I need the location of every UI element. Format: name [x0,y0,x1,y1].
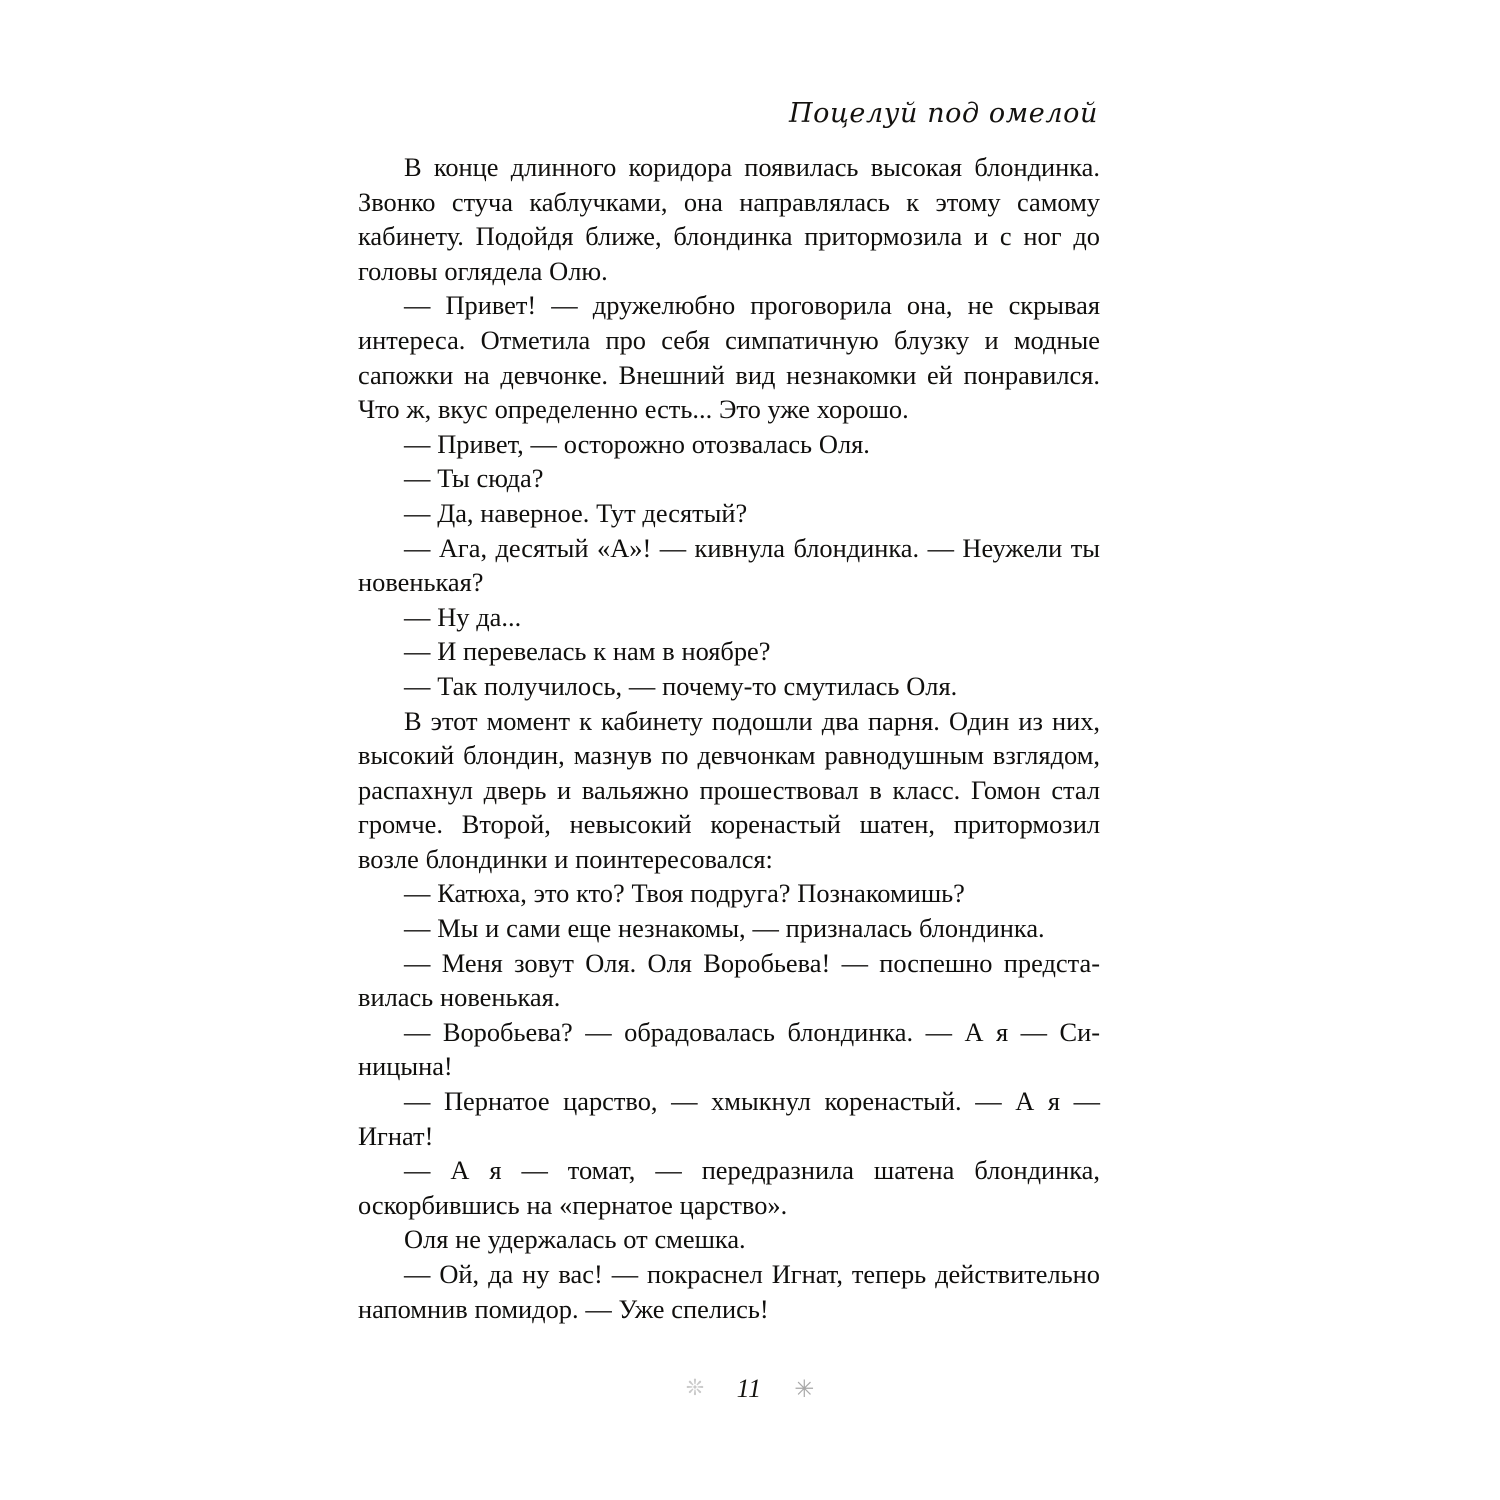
paragraph: — Мы и сами еще незнакомы, — призналась блондинка. [404,913,1045,944]
paragraph: — Привет, — осторожно отозвалась Оля. [404,428,870,459]
paragraph: В конце длинного коридора появилась высокая блондинка. Звонко стуча каблучками, она направлялась к этому самому кабинету. Подойдя ближе, блондинка притормозила и с ног до головы оглядела Олю. [358,152,1100,286]
paragraph: — Так получилось, — почему-то смутилась Оля. [404,670,958,701]
paragraph: — Ну да... [404,601,522,632]
page-footer [0,1374,1500,1404]
paragraph: — Меня зовут Оля. Оля Воробьева! — поспешно представилась новенькая. [358,947,1100,1013]
paragraph: — Катюха, это кто? Твоя подруга? Познакомишь? [404,878,965,909]
paragraph: — Пернатое царство, — хмыкнул коренастый. — А я — Игнат! [358,1086,1100,1151]
paragraph: — Привет! — дружелюбно проговорила она, не скрывая интереса. Отметила про себя симпатичную блузку и модные сапожки на девчонке. Внешний вид незнакомки ей понравился. Что ж, вкус определенно есть... Это уже хорошо. [358,290,1100,425]
paragraph: — Ага, десятый «А»! — кивнула блондинка. — Неужели ты новенькая? [358,532,1100,598]
asterisk-snowflake-icon: ✳ [794,1375,815,1403]
body-text-block [358,150,1100,1326]
paragraph: — Ой, да ну вас! — покраснел Игнат, теперь действительно напомнив помидор. — Уже спелись! [358,1259,1100,1324]
page-number: 11 [736,1374,762,1403]
paragraph: — Ты сюда? [404,463,544,494]
paragraph: — Воробьева? — обрадовалась блондинка. — А я — Синицына! [358,1016,1100,1082]
paragraph: — И перевелась к нам в ноябре? [404,636,771,667]
paragraph: Оля не удержалась от смешка. [404,1224,746,1255]
snowflake-icon: ❊ [685,1376,705,1401]
paragraph: — Да, наверное. Тут десятый? [404,497,748,528]
paragraph: — А я — томат, — передразнила шатена блондинка, оскорбившись на «пернатое царство». [358,1155,1100,1220]
running-header: Поцелуй под омелой [788,98,1098,129]
paragraph: В этот момент к кабинету подошли два парня. Один из них, высокий блондин, мазнув по девчонкам равнодушным взглядом, распахнул дверь и вальяжно прошествовал в класс. Гомон стал громче. Второй, невысокий коренастый шатен, притормозил возле блондинки и поинтересовался: [358,705,1100,874]
